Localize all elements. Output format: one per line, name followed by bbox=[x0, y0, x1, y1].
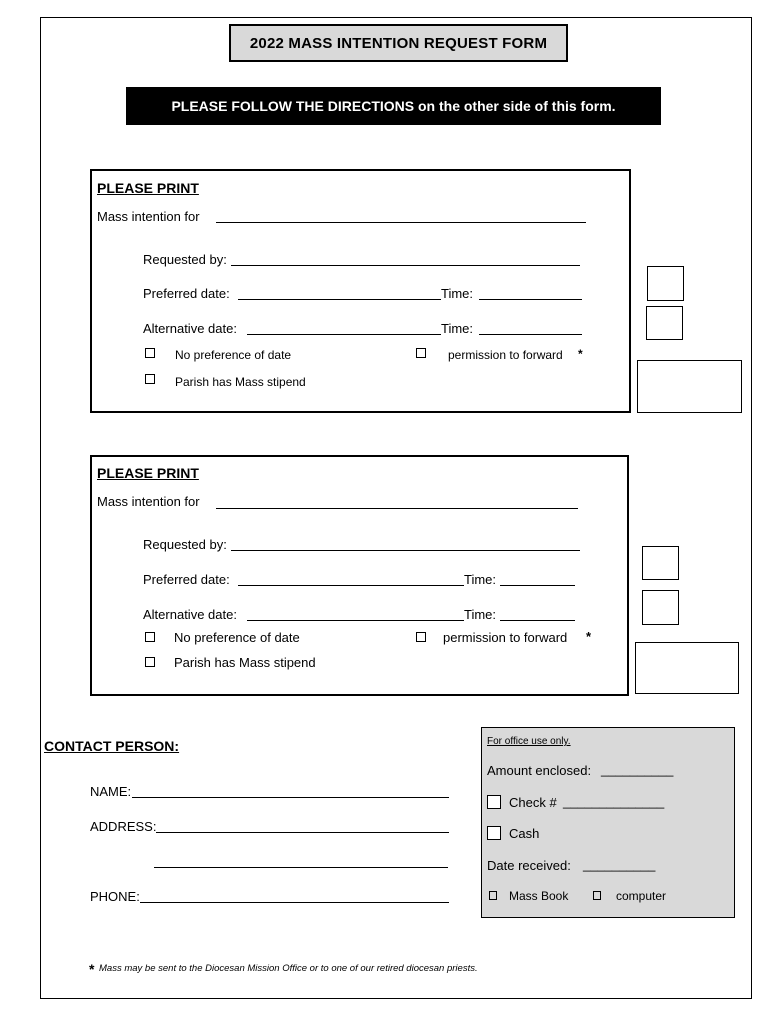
alternative-date-field[interactable] bbox=[247, 620, 464, 621]
side-box-1a bbox=[647, 266, 684, 301]
preferred-time-label: Time: bbox=[464, 572, 497, 587]
permission-forward-checkbox[interactable] bbox=[416, 632, 426, 642]
amount-enclosed-label: Amount enclosed: bbox=[487, 763, 592, 778]
mass-intention-for-field[interactable] bbox=[216, 222, 586, 223]
preferred-date-label: Preferred date: bbox=[143, 286, 230, 301]
no-preference-checkbox[interactable] bbox=[145, 348, 155, 358]
permission-forward-label: permission to forward bbox=[443, 630, 568, 645]
permission-forward-checkbox[interactable] bbox=[416, 348, 426, 358]
date-received-field[interactable]: __________ bbox=[583, 857, 656, 872]
asterisk-marker: * bbox=[586, 629, 592, 644]
check-number-field[interactable]: ______________ bbox=[563, 794, 665, 809]
cash-label: Cash bbox=[509, 826, 540, 841]
no-preference-checkbox[interactable] bbox=[145, 632, 155, 642]
check-label: Check # bbox=[509, 795, 557, 810]
amount-enclosed-field[interactable]: __________ bbox=[601, 762, 674, 777]
no-preference-label: No preference of date bbox=[174, 630, 300, 645]
name-field[interactable] bbox=[132, 797, 449, 798]
requested-by-field[interactable] bbox=[231, 550, 580, 551]
please-print-heading: PLEASE PRINT bbox=[97, 180, 199, 196]
phone-field[interactable] bbox=[140, 902, 449, 903]
office-use-heading: For office use only. bbox=[487, 736, 571, 747]
alternative-date-label: Alternative date: bbox=[143, 321, 237, 336]
mass-intention-for-label: Mass intention for bbox=[97, 209, 200, 224]
parish-stipend-checkbox[interactable] bbox=[145, 374, 155, 384]
phone-label: PHONE: bbox=[90, 889, 140, 904]
parish-stipend-label: Parish has Mass stipend bbox=[174, 655, 316, 670]
mass-intention-for-field[interactable] bbox=[216, 508, 578, 509]
name-label: NAME: bbox=[90, 784, 132, 799]
side-box-2b bbox=[642, 590, 679, 625]
check-checkbox[interactable] bbox=[487, 795, 501, 809]
alternative-time-label: Time: bbox=[441, 321, 474, 336]
date-received-label: Date received: bbox=[487, 858, 571, 873]
permission-forward-label: permission to forward bbox=[448, 348, 563, 362]
asterisk-marker: * bbox=[578, 347, 583, 361]
alternative-time-label: Time: bbox=[464, 607, 497, 622]
alternative-time-field[interactable] bbox=[479, 334, 582, 335]
preferred-time-field[interactable] bbox=[500, 585, 575, 586]
preferred-date-label: Preferred date: bbox=[143, 572, 230, 587]
computer-checkbox[interactable] bbox=[593, 891, 601, 900]
preferred-time-label: Time: bbox=[441, 286, 474, 301]
please-print-heading: PLEASE PRINT bbox=[97, 465, 199, 481]
preferred-date-field[interactable] bbox=[238, 585, 464, 586]
address-field[interactable] bbox=[156, 832, 449, 833]
footnote-text: Mass may be sent to the Diocesan Mission Office or to one of our retired diocesan priests. bbox=[99, 963, 478, 974]
cash-checkbox[interactable] bbox=[487, 826, 501, 840]
directions-banner: PLEASE FOLLOW THE DIRECTIONS on the other side of this form. bbox=[126, 87, 661, 125]
preferred-time-field[interactable] bbox=[479, 299, 582, 300]
alternative-time-field[interactable] bbox=[500, 620, 575, 621]
contact-person-heading: CONTACT PERSON: bbox=[44, 738, 180, 754]
no-preference-label: No preference of date bbox=[175, 348, 292, 362]
requested-by-label: Requested by: bbox=[143, 537, 227, 552]
address-label: ADDRESS: bbox=[90, 819, 157, 834]
requested-by-field[interactable] bbox=[231, 265, 580, 266]
requested-by-label: Requested by: bbox=[143, 252, 227, 267]
alternative-date-label: Alternative date: bbox=[143, 607, 237, 622]
side-box-2a bbox=[642, 546, 679, 580]
side-box-2c bbox=[635, 642, 739, 694]
computer-label: computer bbox=[616, 889, 667, 903]
mass-intention-for-label: Mass intention for bbox=[97, 494, 200, 509]
mass-book-checkbox[interactable] bbox=[489, 891, 497, 900]
side-box-1b bbox=[646, 306, 683, 340]
address-field-line-2[interactable] bbox=[154, 867, 448, 868]
side-box-1c bbox=[637, 360, 742, 413]
parish-stipend-checkbox[interactable] bbox=[145, 657, 155, 667]
parish-stipend-label: Parish has Mass stipend bbox=[175, 375, 306, 389]
alternative-date-field[interactable] bbox=[247, 334, 441, 335]
preferred-date-field[interactable] bbox=[238, 299, 441, 300]
footnote-asterisk: * bbox=[89, 961, 95, 977]
mass-book-label: Mass Book bbox=[509, 889, 569, 903]
form-title: 2022 MASS INTENTION REQUEST FORM bbox=[229, 24, 568, 62]
